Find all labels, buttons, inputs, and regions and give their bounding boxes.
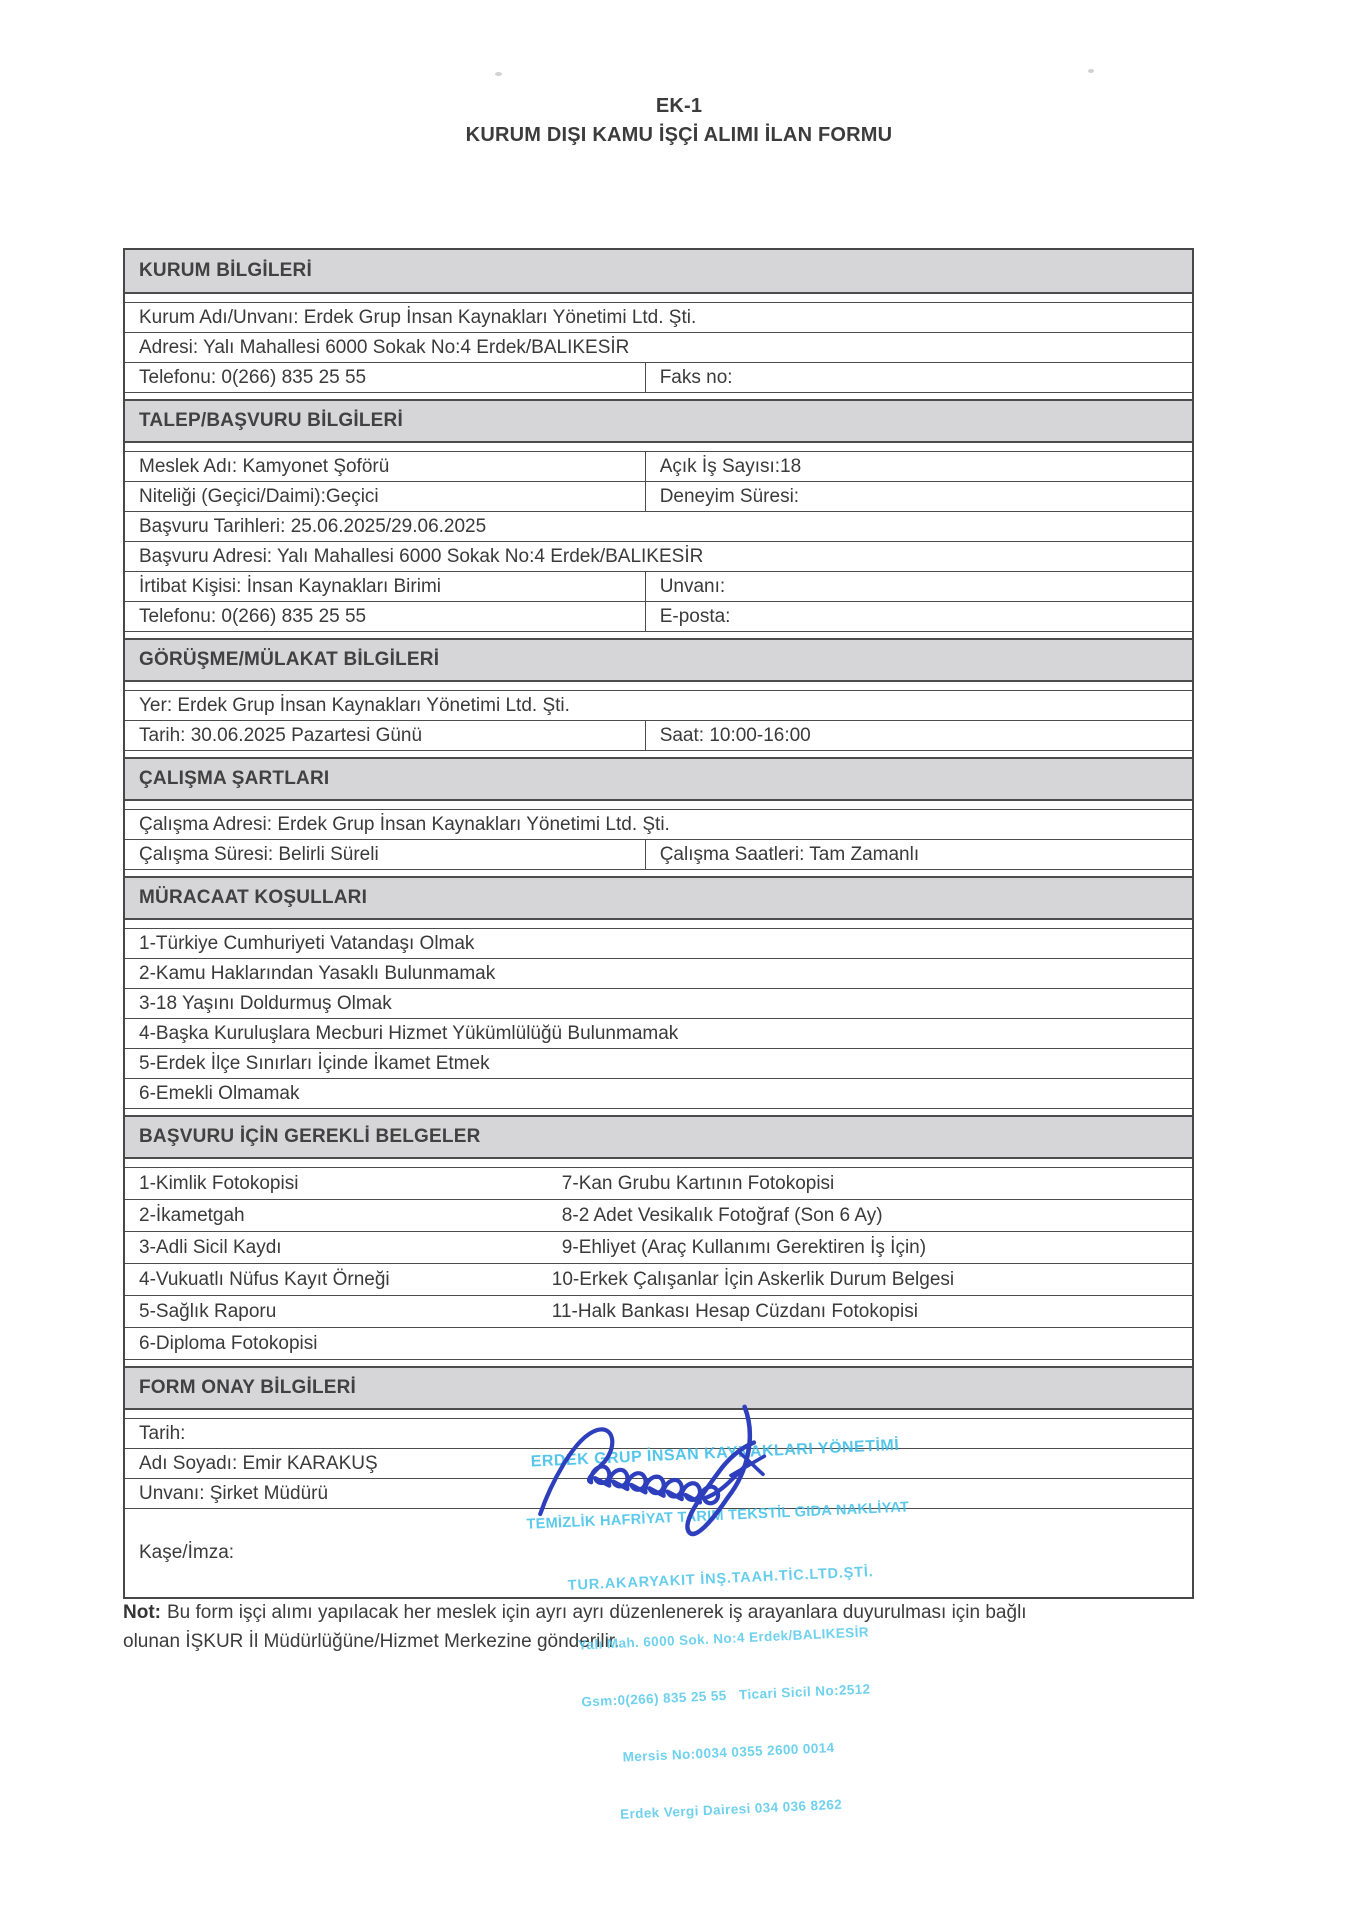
document-2: 2-İkametgah (139, 1204, 245, 1226)
condition-3: 3-18 Yaşını Doldurmuş Olmak (139, 992, 392, 1014)
field-onay-tarih: Tarih: (139, 1422, 186, 1444)
document-7: 7-Kan Grubu Kartının Fotokopisi (561, 1172, 835, 1194)
field-calisma-adresi: Çalışma Adresi: Erdek Grup İnsan Kaynakları Yönetimi Ltd. Şti. (139, 813, 670, 835)
table-row (125, 303, 1192, 333)
document-1: 1-Kimlik Fotokopisi (139, 1172, 299, 1194)
document-5: 5-Sağlık Raporu (139, 1300, 277, 1322)
spacer-row (125, 1159, 1192, 1168)
condition-6: 6-Emekli Olmamak (139, 1082, 300, 1104)
table-row (125, 1232, 1192, 1264)
table-row (125, 1419, 1192, 1449)
list-item (125, 989, 1192, 1019)
document-8: 8-2 Adet Vesikalık Fotoğraf (Son 6 Ay) (561, 1204, 883, 1226)
document-10: 10-Erkek Çalışanlar İçin Askerlik Durum Belgesi (551, 1268, 955, 1290)
stamp-line: TUR.AKARYAKIT İNŞ.TAAH.TİC.LTD.ŞTİ. (567, 1564, 874, 1594)
field-niteligi: Niteliği (Geçici/Daimi):Geçici (139, 485, 379, 507)
field-basvuru-tarihleri: Başvuru Tarihleri: 25.06.2025/29.06.2025 (139, 515, 487, 537)
stamp-line: Gsm:0(266) 835 25 55 Ticari Sicil No:2512 (581, 1681, 871, 1710)
table-row (125, 333, 1192, 363)
document-9: 9-Ehliyet (Araç Kullanımı Gerektiren İş İçin) (561, 1236, 927, 1258)
table-row (125, 1200, 1192, 1232)
field-yer: Yer: Erdek Grup İnsan Kaynakları Yönetimi Ltd. Şti. (139, 694, 570, 716)
condition-2: 2-Kamu Haklarından Yasaklı Bulunmamak (139, 962, 496, 984)
spacer-row (125, 443, 1192, 452)
field-saat: Saat: 10:00-16:00 (659, 724, 811, 746)
field-calisma-suresi: Çalışma Süresi: Belirli Süreli (139, 843, 379, 865)
field-adresi: Adresi: Yalı Mahallesi 6000 Sokak No:4 Erdek/BALIKESİR (139, 336, 630, 358)
table-row (125, 512, 1192, 542)
field-adi-soyadi: Adı Soyadı: Emir KARAKUŞ (139, 1452, 378, 1474)
field-basvuru-adresi: Başvuru Adresi: Yalı Mahallesi 6000 Sokak No:4 Erdek/BALIKESİR (139, 545, 704, 567)
list-item (125, 959, 1192, 989)
table-row (125, 1479, 1192, 1509)
condition-5: 5-Erdek İlçe Sınırları İçinde İkamet Etmek (139, 1052, 490, 1074)
document-6: 6-Diploma Fotokopisi (139, 1332, 318, 1354)
field-kurum-adi: Kurum Adı/Unvanı: Erdek Grup İnsan Kaynakları Yönetimi Ltd. Şti. (139, 306, 697, 328)
spacer-row (125, 920, 1192, 929)
document-11: 11-Halk Bankası Hesap Cüzdanı Fotokopisi (551, 1300, 918, 1322)
note-line-1 (123, 1598, 1283, 1627)
field-tarih: Tarih: 30.06.2025 Pazartesi Günü (139, 724, 423, 746)
stamp-line: Mersis No:0034 0355 2600 0014 (622, 1740, 835, 1765)
section-header-gerekli-belgeler: BAŞVURU İÇİN GEREKLİ BELGELER (125, 1115, 1192, 1159)
title-line-1: EK-1 (655, 95, 703, 117)
field-calisma-saatleri: Çalışma Saatleri: Tam Zamanlı (659, 843, 920, 865)
field-onay-unvani: Unvanı: Şirket Müdürü (139, 1482, 329, 1504)
document-4: 4-Vukuatlı Nüfus Kayıt Örneği (139, 1268, 390, 1290)
field-irtibat-kisisi: İrtibat Kişisi: İnsan Kaynakları Birimi (139, 575, 441, 597)
field-unvani: Unvanı: (659, 575, 726, 597)
table-row (125, 452, 1192, 482)
spacer-row (125, 294, 1192, 303)
table-row (125, 1328, 1192, 1360)
list-item (125, 1019, 1192, 1049)
field-kase-imza: Kaşe/İmza: (139, 1542, 235, 1563)
stamp-line: Yalı Mah. 6000 Sok. No:4 Erdek/BALIKESİR (577, 1624, 870, 1653)
note-text-1: Bu form işçi alımı yapılacak her meslek için ayrı ayrı düzenlenerek iş arayanlara duyurulması için bağlı (166, 1602, 1027, 1623)
document-3: 3-Adli Sicil Kaydı (139, 1236, 282, 1258)
field-meslek-adi: Meslek Adı: Kamyonet Şoförü (139, 455, 390, 477)
table-row (125, 1264, 1192, 1296)
title-line-2: KURUM DIŞI KAMU İŞÇİ ALIMI İLAN FORMU (465, 124, 893, 146)
table-row (125, 1509, 1192, 1597)
table-row (125, 1296, 1192, 1328)
section-header-muracaat-kosullari: MÜRACAAT KOŞULLARI (125, 876, 1192, 920)
list-item (125, 1049, 1192, 1079)
table-row (125, 363, 1192, 393)
section-header-kurum-bilgileri: KURUM BİLGİLERİ (125, 250, 1192, 294)
condition-4: 4-Başka Kuruluşlara Mecburi Hizmet Yükümlülüğü Bulunmamak (139, 1022, 679, 1044)
section-header-form-onay: FORM ONAY BİLGİLERİ (125, 1366, 1192, 1410)
table-row (125, 810, 1192, 840)
field-telefonu-2: Telefonu: 0(266) 835 25 55 (139, 605, 367, 627)
scan-artifact (1088, 69, 1094, 73)
section-header-talep-basvuru: TALEP/BAŞVURU BİLGİLERİ (125, 399, 1192, 443)
table-row (125, 602, 1192, 632)
note (123, 1598, 1283, 1656)
section-header-gorusme-mulakat: GÖRÜŞME/MÜLAKAT BİLGİLERİ (125, 638, 1192, 682)
spacer-row (125, 1410, 1192, 1419)
field-acik-is-sayisi: Açık İş Sayısı:18 (659, 455, 802, 477)
document-title (0, 92, 1358, 150)
table-row (125, 542, 1192, 572)
stamp-line: ERDEK GRUP İNSAN KAYNAKLARI YÖNETİMİ (530, 1436, 900, 1471)
table-row (125, 1168, 1192, 1200)
field-faks-no: Faks no: (659, 366, 733, 388)
list-item (125, 929, 1192, 959)
field-e-posta: E-posta: (659, 605, 731, 627)
table-row (125, 840, 1192, 870)
table-row (125, 691, 1192, 721)
note-label: Not: (123, 1602, 161, 1623)
field-deneyim-suresi: Deneyim Süresi: (659, 485, 800, 507)
table-row (125, 1449, 1192, 1479)
field-telefonu: Telefonu: 0(266) 835 25 55 (139, 366, 367, 388)
stamp-line: Erdek Vergi Dairesi 034 036 8262 (619, 1796, 843, 1822)
condition-1: 1-Türkiye Cumhuriyeti Vatandaşı Olmak (139, 932, 475, 954)
section-header-calisma-sartlari: ÇALIŞMA ŞARTLARI (125, 757, 1192, 801)
note-line-2: olunan İŞKUR İl Müdürlüğüne/Hizmet Merkezine gönderilir. (123, 1631, 620, 1652)
scan-artifact (495, 72, 502, 76)
table-row (125, 572, 1192, 602)
spacer-row (125, 682, 1192, 691)
spacer-row (125, 801, 1192, 810)
stamp-line: TEMİZLİK HAFRİYAT TARIM TEKSTİL GIDA NAKLİYAT (526, 1499, 910, 1533)
list-item (125, 1079, 1192, 1109)
table-row (125, 721, 1192, 751)
table-row (125, 482, 1192, 512)
